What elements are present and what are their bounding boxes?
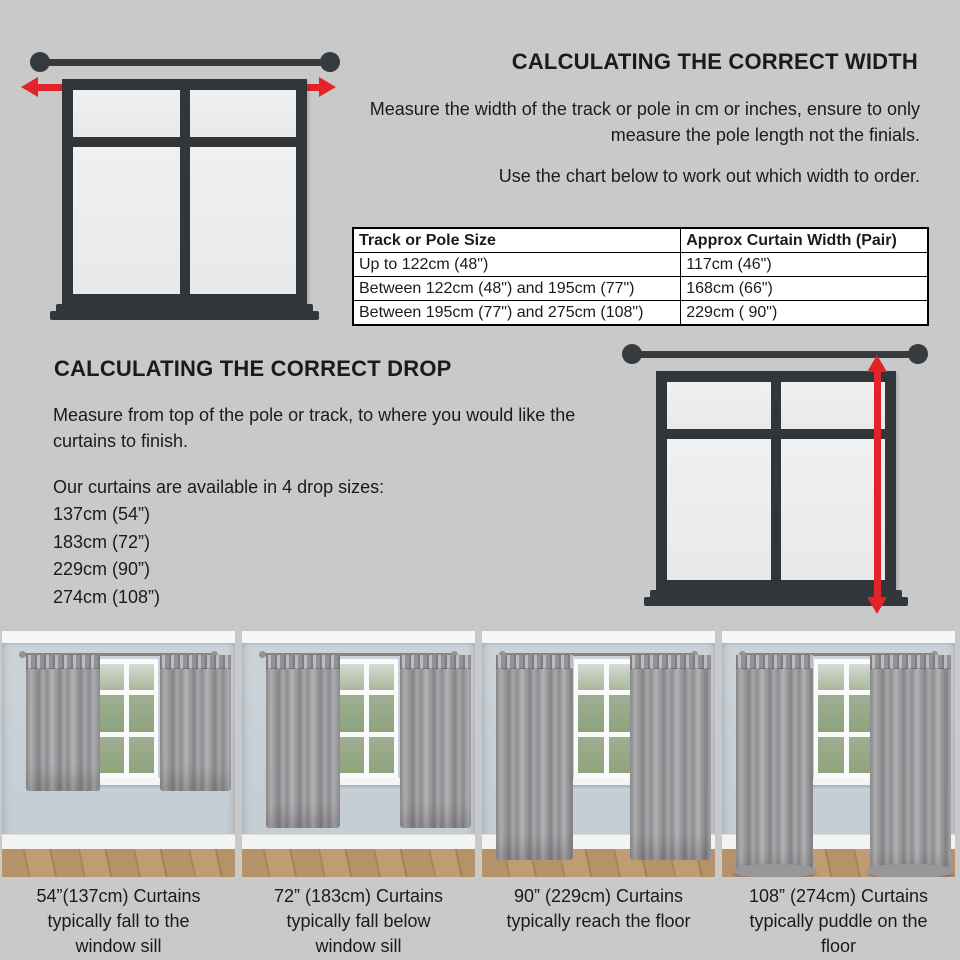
curtain-example-photo-72	[242, 617, 475, 877]
curtain-example-photo-108	[722, 617, 955, 877]
ceiling-strip	[482, 617, 715, 631]
drop-sizes-list	[53, 501, 601, 611]
cornice	[722, 631, 955, 643]
wood-floor	[242, 849, 475, 877]
window-pane	[73, 147, 180, 294]
example-caption-54: 54”(137cm) Curtains typically fall to the window sill	[36, 886, 201, 956]
skirting-board	[242, 834, 475, 850]
photo-window	[94, 659, 158, 778]
drop-arrow-icon	[874, 371, 881, 598]
window-pane	[667, 382, 771, 429]
example-caption-108: 108” (274cm) Curtains typically puddle on the floor	[748, 886, 929, 956]
drop-size-item: 183cm (72”)	[53, 531, 151, 552]
table-cell: 168cm (66")	[681, 277, 928, 301]
width-section-heading: CALCULATING THE CORRECT WIDTH	[511, 49, 918, 74]
skirting-board	[2, 834, 235, 850]
drop-section-heading: CALCULATING THE CORRECT DROP	[54, 356, 452, 381]
table-row	[353, 301, 928, 326]
table-cell: 229cm ( 90")	[681, 301, 928, 326]
table-cell: Between 122cm (48") and 195cm (77")	[353, 277, 681, 301]
drop-sizes-intro: Our curtains are available in 4 drop sizes:	[53, 477, 385, 497]
table-header-cell: Track or Pole Size	[353, 228, 681, 253]
cornice	[242, 631, 475, 643]
table-header-cell: Approx Curtain Width (Pair)	[681, 228, 928, 253]
table-cell: Up to 122cm (48")	[353, 253, 681, 277]
table-header-row	[353, 228, 928, 253]
cornice	[482, 631, 715, 643]
ceiling-strip	[242, 617, 475, 631]
window-pane	[781, 439, 885, 580]
curtain-right	[870, 655, 951, 876]
drop-size-item: 229cm (90”)	[53, 559, 151, 579]
curtain-right	[400, 655, 471, 828]
window-illustration-drop	[656, 371, 896, 591]
window-pane	[190, 90, 297, 137]
curtain-right	[160, 655, 231, 791]
table-row	[353, 277, 928, 301]
wood-floor	[2, 849, 235, 877]
curtain-left	[26, 655, 100, 791]
ceiling-strip	[2, 617, 235, 631]
window-pane	[781, 382, 885, 429]
photo-window	[574, 659, 638, 778]
curtain-left	[266, 655, 340, 828]
photo-window	[814, 659, 878, 778]
example-caption-72: 72” (183cm) Curtains typically fall below window sill	[273, 886, 444, 956]
size-chart-table	[352, 227, 929, 326]
window-pane	[667, 439, 771, 580]
width-section-paragraph-2: Use the chart below to work out which width to order.	[498, 166, 920, 186]
curtain-pole-icon	[40, 59, 330, 66]
example-caption-90: 90” (229cm) Curtains typically reach the floor	[506, 886, 691, 931]
photo-window-sill	[330, 778, 402, 785]
drop-section-paragraph: Measure from top of the pole or track, to where you would like the curtains to finish.	[53, 405, 576, 451]
cornice	[2, 631, 235, 643]
photo-window-sill	[90, 778, 162, 785]
curtain-right	[630, 655, 711, 860]
window-pane	[190, 147, 297, 294]
drop-size-item: 274cm (108”)	[53, 586, 161, 607]
table-cell: Between 195cm (77") and 275cm (108")	[353, 301, 681, 326]
photo-window	[334, 659, 398, 778]
width-section-paragraph: Measure the width of the track or pole in cm or inches, ensure to only measure the pole length not the finials.	[369, 99, 920, 145]
curtain-example-photo-54	[2, 617, 235, 877]
curtain-left	[496, 655, 573, 860]
drop-size-item: 137cm (54”)	[53, 504, 151, 524]
window-pane	[73, 90, 180, 137]
table-cell: 117cm (46")	[681, 253, 928, 277]
window-illustration-width	[62, 79, 307, 305]
table-row	[353, 253, 928, 277]
curtain-left	[736, 655, 813, 876]
ceiling-strip	[722, 617, 955, 631]
curtain-example-photo-90	[482, 617, 715, 877]
window-sill-ledge	[50, 311, 319, 320]
